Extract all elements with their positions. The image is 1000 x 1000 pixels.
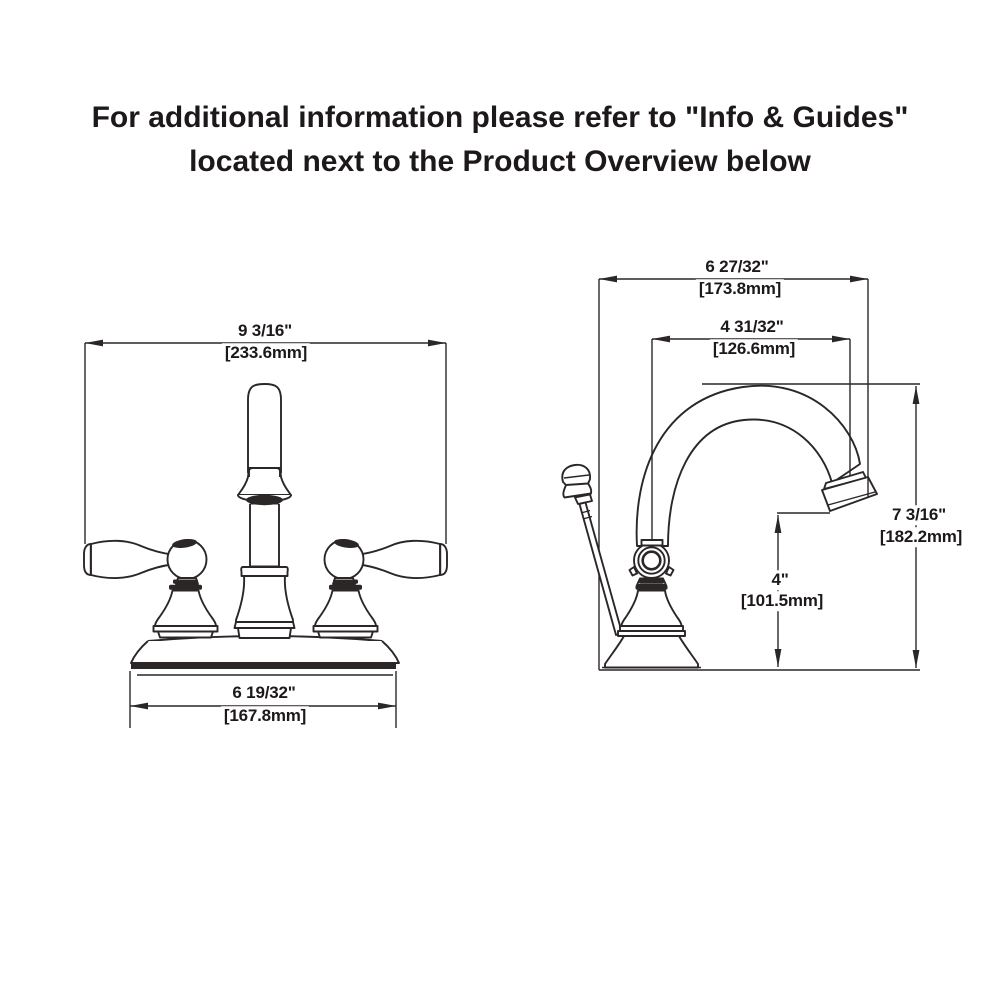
side-spout-height-inches: 4" <box>768 570 791 590</box>
front-base-width-mm: [167.8mm] <box>221 706 309 726</box>
side-overall-height-mm: [182.2mm] <box>877 527 965 547</box>
side-spout-reach-mm: [126.6mm] <box>710 339 798 359</box>
side-overall-height-inches: 7 3/16" <box>889 505 949 525</box>
info-guides-note-line1: For additional information please refer to "Info & Guides" <box>91 101 909 134</box>
front-overall-width-inches: 9 3/16" <box>235 321 295 341</box>
faucet-front-view <box>84 384 447 675</box>
side-overall-depth-mm: [173.8mm] <box>696 279 784 299</box>
dim-side-spout-height <box>775 513 830 667</box>
faucet-side-view <box>562 386 877 668</box>
side-overall-depth-inches: 6 27/32" <box>702 257 771 277</box>
info-guides-note-line2: located next to the Product Overview below <box>189 145 811 178</box>
side-spout-height-mm: [101.5mm] <box>738 591 826 611</box>
side-spout-reach-inches: 4 31/32" <box>717 317 786 337</box>
front-overall-width-mm: [233.6mm] <box>222 343 310 363</box>
front-base-width-inches: 6 19/32" <box>229 683 298 703</box>
